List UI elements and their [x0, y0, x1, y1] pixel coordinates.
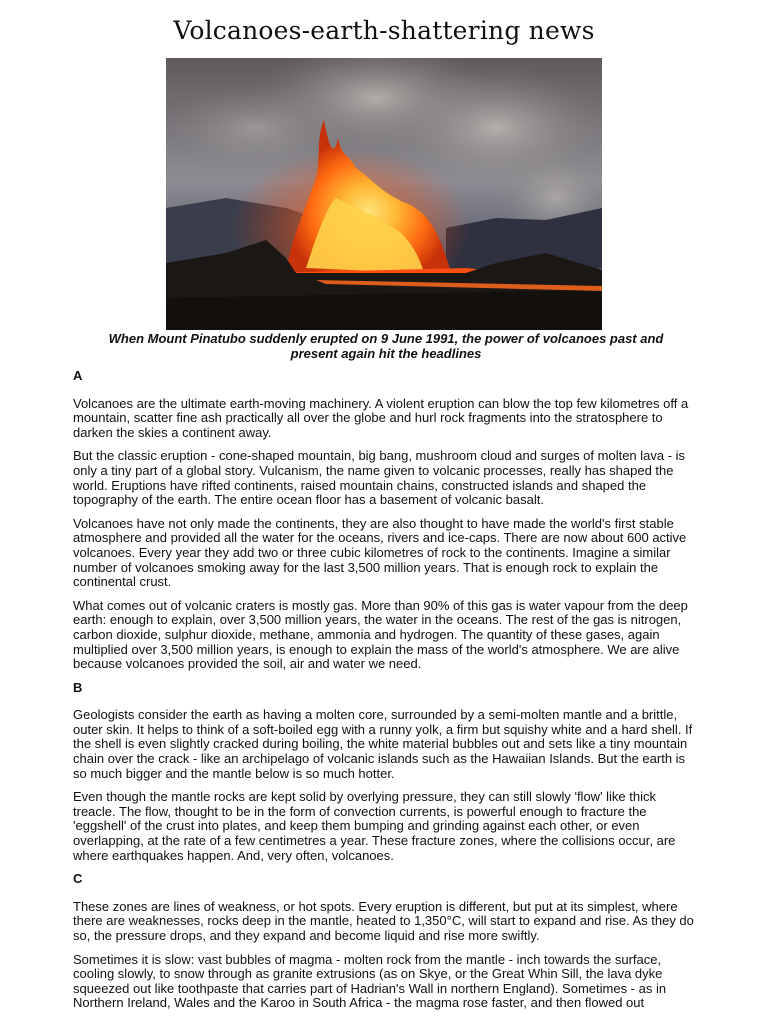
volcano-eruption-photo — [166, 58, 602, 330]
paragraph: Even though the mantle rocks are kept solid by overlying pressure, they can still slowly 'flow' like thick treacle. The flow, thought to be in the form of convection currents, is powerful enough to fracture the 'eggshell' of the crust into plates, and keep them bumping and grinding against each other, or even overlapping, at the rate of a few centimetres a year. These fracture zones, where the collisions occur, are where earthquakes happen. And, very often, volcanoes. — [73, 789, 676, 863]
paragraph: Geologists consider the earth as having a molten core, surrounded by a semi-molten mantle and a brittle, outer skin. It helps to think of a soft-boiled egg with a runny yolk, a firm but squishy white and a hard shell. If the shell is even slightly cracked during boiling, the white material bubbles out and sets like a tiny mountain chain over the crack - like an archipelago of volcanic islands such as the Hawaiian Islands. But the earth is so much bigger and the mantle below is so much hotter. — [73, 707, 693, 781]
section-heading-b: B — [73, 679, 83, 695]
paragraph: These zones are lines of weakness, or hot spots. Every eruption is different, but put at its simplest, where there are weaknesses, rocks deep in the mantle, heated to 1,350°C, will start to expand and rise. As they do so, the pressure drops, and they expand and become liquid and rise more swiftly. — [73, 898, 694, 943]
page-title: Volcanoes-earth-shattering news — [173, 16, 595, 45]
paragraph: Sometimes it is slow: vast bubbles of magma - molten rock from the mantle - inch towards the surface, cooling slowly, to snow through as granite extrusions (as on Skye, or the Great Whin Sill, the lava dyke squeezed out like toothpaste that carries part of Hadrian's Wall in northern England). Sometimes - as in Northern Ireland, Wales and the Karoo in South Africa - the magma rose faster, and then flowed out — [73, 951, 667, 1011]
paragraph: But the classic eruption - cone-shaped mountain, big bang, mushroom cloud and surges of molten lava - is only a tiny part of a global story. Vulcanism, the name given to volcanic processes, really has shaped the world. Eruptions have rifted continents, raised mountain chains, constructed islands and shaped the topography of the earth. The entire ocean floor has a basement of volcanic basalt. — [73, 448, 686, 508]
section-heading-a: A — [73, 368, 83, 383]
article-body — [73, 369, 699, 1020]
paragraph: Volcanoes are the ultimate earth-moving machinery. A violent eruption can blow the top few kilometres off a mountain, scatter fine ash practically all over the globe and hurl rock fragments into the stratosphere to darken the skies a continent away. — [73, 395, 689, 440]
section-heading-c: C — [73, 871, 83, 887]
paragraph: Volcanoes have not only made the continents, they are also thought to have made the world's first stable atmosphere and provided all the water for the oceans, rivers and ice-caps. There are now about 600 active volcanoes. Every year they add two or three cubic kilometres of rock to the continents. Imagine a similar number of volcanoes smoking away for the last 3,500 million years. That is enough rock to explain the continental crust. — [73, 515, 687, 590]
paragraph: What comes out of volcanic craters is mostly gas. More than 90% of this gas is water vapour from the deep earth: enough to explain, over 3,500 million years, the water in the oceans. The rest of the gas is nitrogen, carbon dioxide, sulphur dioxide, methane, ammonia and hydrogen. The quantity of these gases, again multiplied over 3,500 million years, is enough to explain the mass of the world's atmosphere. We are alive because volcanoes provided the soil, air and water we need. — [73, 597, 688, 672]
image-caption: When Mount Pinatubo suddenly erupted on 9 June 1991, the power of volcanoes past and present again hit the headlines — [108, 331, 664, 361]
